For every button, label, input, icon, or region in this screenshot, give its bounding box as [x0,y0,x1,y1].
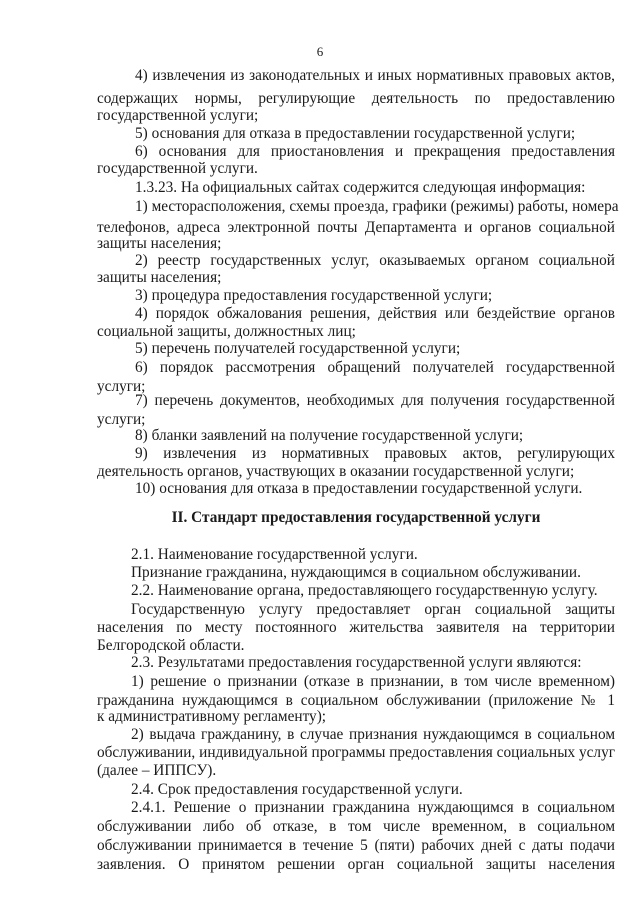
text-line: защиты населения; [97,269,222,286]
text-line: Белгородской области. [97,637,245,654]
text-line: гражданина нуждающимся в социальном обслуживании (приложение № 1 [97,692,615,709]
text-line: 2.2. Наименование органа, предоставляющего государственную услугу. [131,582,598,599]
text-line: 7) перечень документов, необходимых для получения государственной [135,392,615,409]
text-line: 2.4.1. Решение о признании гражданина нуждающимся в социальном [131,799,615,816]
text-line: обслуживании принимается в течение 5 (пяти) рабочих дней с даты подачи [97,837,615,854]
text-line: обслуживании, индивидуальной программы предоставления социальных услуг [97,744,615,761]
text-line: услуги; [97,411,146,428]
text-line: 5) перечень получателей государственной услуги; [135,340,461,357]
text-line: 8) бланки заявлений на получение государственной услуги; [135,427,524,444]
text-line: 5) основания для отказа в предоставлении государственной услуги; [135,125,576,142]
text-line: (далее – ИППСУ). [97,762,217,779]
text-line: 4) извлечения из законодательных и иных нормативных правовых актов, [135,67,615,84]
text-line: к административному регламенту); [97,708,327,725]
text-line: 1.3.23. На официальных сайтах содержится следующая информация: [135,179,586,196]
text-line: услуги; [97,378,146,395]
text-line: телефонов, адреса электронной почты Департамента и органов социальной [97,219,615,236]
text-line: 2) реестр государственных услуг, оказываемых органом социальной [135,252,615,269]
text-line: 1) решение о признании (отказе в признании, в том числе временном) [131,673,615,690]
text-line: населения по месту постоянного жительства заявителя на территории [97,619,615,636]
text-line: 3) процедура предоставления государственной услуги; [135,287,493,304]
text-line: заявления. О принятом решении орган социальной защиты населения [97,856,615,873]
text-line: 2.1. Наименование государственной услуги. [131,546,418,563]
text-line: Признание гражданина, нуждающимся в социальном обслуживании. [131,564,581,581]
text-line: 2.3. Результатами предоставления государственной услуги являются: [131,654,582,671]
text-line: 10) основания для отказа в предоставлении государственной услуги. [135,480,583,497]
text-line: социальной защиты, должностных лиц; [97,323,356,340]
text-line: государственной услуги; [97,107,259,124]
text-line: Государственную услугу предоставляет орган социальной защиты [131,601,615,618]
text-line: 4) порядок обжалования решения, действия или бездействие органов [135,305,615,322]
text-line: обслуживании либо об отказе, в том числе временном, в социальном [97,818,615,835]
text-line: 1) месторасположения, схемы проезда, графики (режимы) работы, номера [135,198,619,215]
text-line: 2.4. Срок предоставления государственной услуги. [131,781,463,798]
text-line: 2) выдача гражданину, в случае признания нуждающимся в социальном [131,726,615,743]
text-line: деятельность органов, участвующих в оказании государственной услуги; [97,463,575,480]
text-line: государственной услуги. [97,160,258,177]
section-heading: II. Стандарт предоставления государственной услуги [171,509,541,526]
text-line: содержащих нормы, регулирующие деятельность по предоставлению [97,90,615,107]
text-line: 6) порядок рассмотрения обращений получателей государственной [135,359,615,376]
page-number: 6 [316,44,324,59]
text-line: защиты населения; [97,235,222,252]
text-line: 9) извлечения из нормативных правовых актов, регулирующих [135,445,615,462]
text-line: 6) основания для приостановления и прекращения предоставления [135,143,615,160]
